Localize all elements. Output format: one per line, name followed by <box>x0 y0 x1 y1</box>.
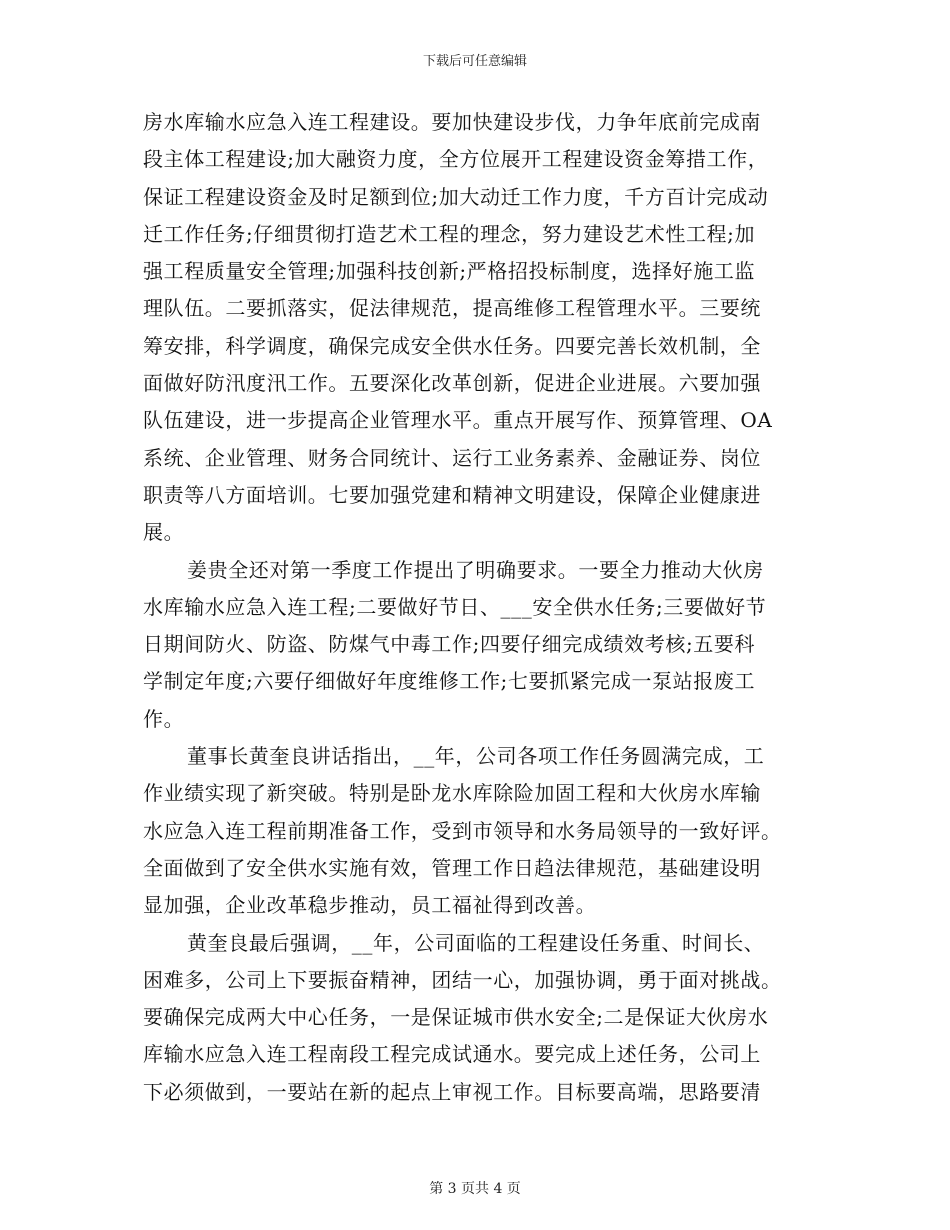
text-line: 理队伍。二要抓落实，促法律规范，提高维修工程管理水平。三要统 <box>143 296 761 321</box>
text-line: 迁工作任务;仔细贯彻打造艺术工程的理念，努力建设艺术性工程;加 <box>143 221 756 246</box>
text-line: 作。 <box>143 706 185 731</box>
paragraph-start-line: 董事长黄奎良讲话指出，__年，公司各项工作任务圆满完成，工 <box>187 744 765 769</box>
text-line: 作业绩实现了新突破。特别是卧龙水库除险加固工程和大伙房水库输 <box>143 781 761 806</box>
text-line: 水库输水应急入连工程;二要做好节日、___安全供水任务;三要做好节 <box>143 594 767 619</box>
text-line: 要确保完成两大中心任务，一是保证城市供水安全;二是保证大伙房水 <box>143 1005 769 1030</box>
document-body <box>143 104 803 1111</box>
text-line: 库输水应急入连工程南段工程完成试通水。要完成上述任务，公司上 <box>143 1042 761 1067</box>
text-line: 困难多，公司上下要振奋精神，团结一心，加强协调，勇于面对挑战。 <box>143 967 782 992</box>
text-line: 下必须做到，一要站在新的起点上审视工作。目标要高端，思路要清 <box>143 1079 761 1104</box>
text-line: 日期间防火、防盗、防煤气中毒工作;四要仔细完成绩效考核;五要科 <box>143 632 756 657</box>
page-number-footer: 第 3 页共 4 页 <box>429 1181 521 1197</box>
page-header-note: 下载后可任意编辑 <box>422 54 527 69</box>
text-line: 段主体工程建设;加大融资力度，全方位展开工程建设资金筹措工作， <box>143 147 769 172</box>
text-line: 显加强，企业改革稳步推动，员工福祉得到改善。 <box>143 893 597 918</box>
text-line: 展。 <box>143 520 185 545</box>
text-line: 全面做到了安全供水实施有效，管理工作日趋法律规范，基础建设明 <box>143 855 761 880</box>
text-line: 保证工程建设资金及时足额到位;加大动迁工作力度，千方百计完成动 <box>143 184 769 209</box>
text-line: 筹安排，科学调度，确保完成安全供水任务。四要完善长效机制，全 <box>143 333 761 358</box>
text-line: 水应急入连工程前期准备工作，受到市领导和水务局领导的一致好评。 <box>143 818 782 843</box>
text-line: 系统、企业管理、财务合同统计、运行工业务素养、金融证券、岗位 <box>143 445 761 470</box>
paragraph-start-line: 黄奎良最后强调，__年，公司面临的工程建设任务重、时间长、 <box>187 930 765 955</box>
text-line: 队伍建设，进一步提高企业管理水平。重点开展写作、预算管理、OA <box>143 408 773 433</box>
text-line: 学制定年度;六要仔细做好年度维修工作;七要抓紧完成一泵站报废工 <box>143 669 756 694</box>
text-line: 面做好防汛度汛工作。五要深化改革创新，促进企业进展。六要加强 <box>143 371 761 396</box>
text-line: 职责等八方面培训。七要加强党建和精神文明建设，保障企业健康进 <box>143 482 761 507</box>
text-line: 房水库输水应急入连工程建设。要加快建设步伐，力争年底前完成南 <box>143 110 761 134</box>
text-line: 强工程质量安全管理;加强科技创新;严格招投标制度，选择好施工监 <box>143 259 756 284</box>
paragraph-start-line: 姜贵全还对第一季度工作提出了明确要求。一要全力推动大伙房 <box>187 557 764 582</box>
